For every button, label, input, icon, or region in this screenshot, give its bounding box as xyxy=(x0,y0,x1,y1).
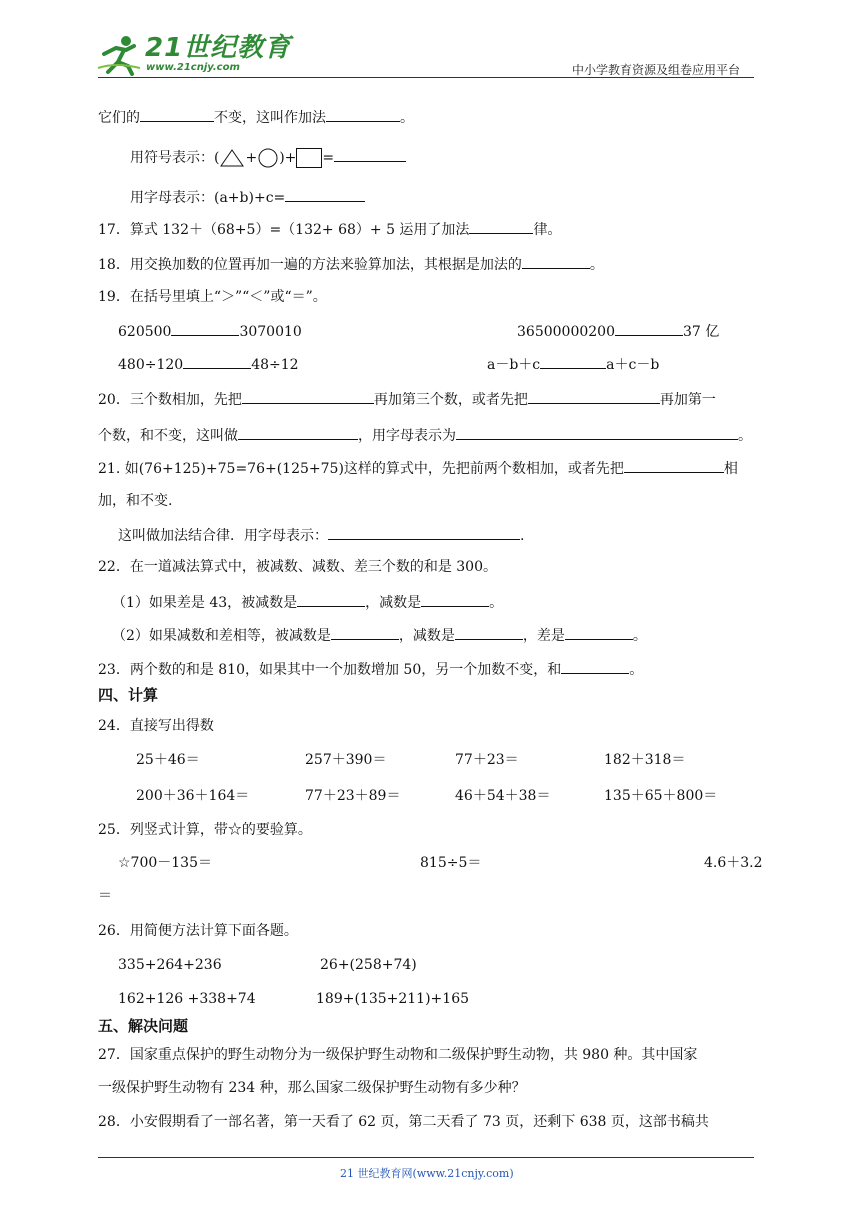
line-1 xyxy=(98,106,414,128)
line-symbols xyxy=(130,146,406,168)
text: ，差是 xyxy=(522,628,565,644)
question-21-formula xyxy=(118,524,524,546)
section-4-heading: 四、计算 xyxy=(98,686,159,704)
question-19: 19．在括号里填上“＞”“＜”或“＝”。 xyxy=(98,289,327,305)
text: 23．两个数的和是 810，如果其中一个加数增加 50，另一个加数不变，和 xyxy=(98,662,562,678)
circle-shape-icon xyxy=(257,148,279,168)
text: 。 xyxy=(632,628,647,644)
answer-blank xyxy=(331,624,399,640)
text: （2）如果减数和差相等，被减数是 xyxy=(112,628,331,644)
text: 个数，和不变，这叫做 xyxy=(98,428,238,444)
answer-blank xyxy=(565,624,633,640)
q22-part-1 xyxy=(112,591,503,613)
text: 再加第三个数，或者先把 xyxy=(373,392,528,408)
text: 用字母表示：(a+b)+c= xyxy=(130,190,286,206)
logo-url: www.21cnjy.com xyxy=(146,62,240,73)
text: 用符号表示：( xyxy=(130,150,220,166)
question-22: 22．在一道减法算式中，被减数、减数、差三个数的和是 300。 xyxy=(98,559,497,575)
question-17 xyxy=(98,218,561,240)
text: + xyxy=(245,150,258,166)
question-24: 24．直接写出得数 xyxy=(98,718,214,734)
answer-blank xyxy=(469,218,533,234)
q25-item: 4.6＋3.2 xyxy=(704,855,763,871)
platform-name: 中小学教育资源及组卷应用平台 xyxy=(572,63,741,77)
q25-item-cont: ＝ xyxy=(98,888,112,904)
q25-item: ☆700－135＝ xyxy=(118,855,212,871)
q19-item-4 xyxy=(487,353,659,375)
q24-item: 25＋46＝ xyxy=(136,752,200,768)
answer-blank xyxy=(522,253,590,269)
answer-blank xyxy=(615,320,683,336)
text: 480÷120 xyxy=(118,357,184,373)
answer-blank xyxy=(285,186,365,202)
triangle-shape-icon xyxy=(219,148,245,168)
text: 这叫做加法结合律．用字母表示： xyxy=(118,528,328,544)
text: 。 xyxy=(629,662,644,678)
text: 。 xyxy=(589,257,604,273)
answer-blank xyxy=(326,106,400,122)
question-21-cont: 加，和不变. xyxy=(98,493,173,509)
q26-item: 189+(135+211)+165 xyxy=(316,991,470,1007)
q26-item: 26+(258+74) xyxy=(320,957,417,973)
question-23 xyxy=(98,658,643,680)
text: 620500 xyxy=(118,324,172,340)
answer-blank xyxy=(297,591,365,607)
text: 18．用交换加数的位置再加一遍的方法来验算加法，其根据是加法的 xyxy=(98,257,522,273)
q24-item: 200＋36＋164＝ xyxy=(136,788,250,804)
question-18 xyxy=(98,253,604,275)
answer-blank xyxy=(171,320,239,336)
text: ，用字母表示为 xyxy=(358,428,456,444)
text: 37 亿 xyxy=(682,324,720,340)
text: （1）如果差是 43，被减数是 xyxy=(112,595,298,611)
answer-blank xyxy=(328,524,520,540)
text: 律。 xyxy=(533,222,562,238)
q24-item: 46＋54＋38＝ xyxy=(455,788,551,804)
answer-blank xyxy=(528,388,660,404)
text: 。 xyxy=(738,428,752,444)
text: ，减数是 xyxy=(398,628,455,644)
text: ，减数是 xyxy=(365,595,422,611)
text: 20．三个数相加，先把 xyxy=(98,392,242,408)
q24-item: 135＋65＋800＝ xyxy=(604,788,718,804)
header-divider xyxy=(98,77,754,78)
question-25: 25．列竖式计算，带☆的要验算。 xyxy=(98,822,312,838)
q24-item: 77＋23＝ xyxy=(455,752,519,768)
q22-part-2 xyxy=(112,624,647,646)
q26-item: 162+126 +338+74 xyxy=(118,991,256,1007)
text: 21. 如(76+125)+75=76+(125+75)这样的算式中，先把前两个数相加，或者先把 xyxy=(98,461,624,477)
q24-item: 77＋23＋89＝ xyxy=(305,788,401,804)
q25-item: 815÷5＝ xyxy=(420,855,482,871)
answer-blank xyxy=(624,457,724,473)
text: 它们的 xyxy=(98,110,140,126)
question-20 xyxy=(98,388,716,410)
text: a＋c－b xyxy=(606,357,660,373)
question-28: 28．小安假期看了一部名著，第一天看了 62 页，第二天看了 73 页，还剩下 638 页，这部书稿共 xyxy=(98,1114,709,1130)
q19-item-2 xyxy=(517,320,719,342)
answer-blank xyxy=(540,353,606,369)
line-letters xyxy=(130,186,365,208)
answer-blank xyxy=(455,624,523,640)
q19-item-1 xyxy=(118,320,302,342)
question-27-cont: 一级保护野生动物有 234 种，那么国家二级保护野生动物有多少种？ xyxy=(98,1080,526,1096)
text: 不变，这叫作加法 xyxy=(214,110,326,126)
answer-blank xyxy=(183,353,251,369)
answer-blank xyxy=(238,424,358,440)
answer-blank xyxy=(561,658,629,674)
footer-text: 21 世纪教育网(www.21cnjy.com) xyxy=(340,1167,514,1180)
text: . xyxy=(520,528,525,544)
text: 。 xyxy=(400,110,414,126)
q24-item: 257＋390＝ xyxy=(305,752,387,768)
q26-item: 335+264+236 xyxy=(118,957,222,973)
answer-blank xyxy=(421,591,489,607)
section-5-heading: 五、解决问题 xyxy=(98,1017,189,1035)
answer-blank xyxy=(334,146,406,162)
answer-blank xyxy=(140,106,214,122)
text: = xyxy=(322,150,335,166)
text: 。 xyxy=(489,595,504,611)
running-man-logo-icon xyxy=(96,34,144,76)
answer-blank xyxy=(242,388,374,404)
text: 相 xyxy=(723,461,738,477)
text: a－b＋c xyxy=(487,357,541,373)
text: 17．算式 132＋（68+5）=（132+ 68）+ 5 运用了加法 xyxy=(98,222,470,238)
answer-blank xyxy=(456,424,738,440)
question-27: 27．国家重点保护的野生动物分为一级保护野生动物和二级保护野生动物，共 980 种。其中国家 xyxy=(98,1047,698,1063)
question-20-cont xyxy=(98,424,752,446)
text: 48÷12 xyxy=(251,357,299,373)
question-21 xyxy=(98,457,738,479)
square-shape-icon xyxy=(296,148,322,168)
text: 再加第一 xyxy=(659,392,716,408)
logo-text: 21世纪教育 xyxy=(145,33,292,63)
text: )+ xyxy=(279,150,297,166)
text: 36500000200 xyxy=(517,324,615,340)
footer-divider xyxy=(98,1157,754,1158)
q24-item: 182＋318＝ xyxy=(604,752,686,768)
question-26: 26．用简便方法计算下面各题。 xyxy=(98,923,298,939)
text: 3070010 xyxy=(239,324,302,340)
q19-item-3 xyxy=(118,353,299,375)
